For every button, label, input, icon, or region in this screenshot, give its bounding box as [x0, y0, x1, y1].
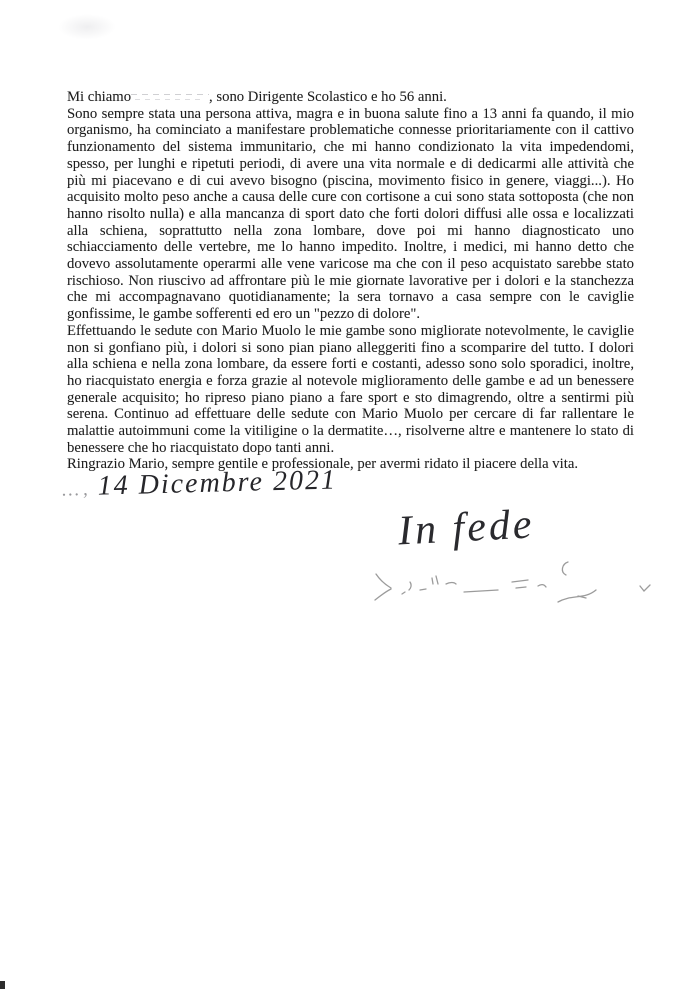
faint-signature-scribble — [372, 552, 657, 617]
paragraph-improvements: Effettuando le sedute con Mario Muolo le mie gambe sono migliorate notevolmente, le caviglie non si gonfiano più, i dolori si sono pian piano alleggeriti fino a scomparire del tutto. I dolori alla schiena e nella zona lombare, da essere forti e costanti, adesso sono solo sporadici, inoltre, ho riacquistato energia e forza grazie al notevole miglioramento delle gambe e ad un benessere generale acquisito; ho ripreso piano piano a fare sport e sto dimagrendo, oltre a sentirmi più serena. Continuo ad effettuare delle sedute con Mario Muolo per cercare di far rallentare le malattie autoimmuni come la vitiligine o la dermatite…, risolverne altre e mantenere lo stato di benessere che ho riacquistato dopo tanti anni. — [67, 322, 634, 456]
letter-body — [67, 89, 634, 473]
scan-smudge — [58, 14, 116, 40]
intro-suffix: , sono Dirigente Scolastico e ho 56 anni. — [209, 89, 447, 105]
handwritten-signature-closing: In fede — [396, 501, 536, 555]
paragraph-thanks: Ringrazio Mario, sempre gentile e professionale, per avermi ridato il piacere della vita. — [67, 456, 579, 473]
scan-artifact-corner — [0, 981, 5, 989]
intro-prefix: Mi chiamo — [67, 89, 132, 105]
intro-line — [67, 89, 634, 106]
handwritten-date-prefix: …, — [61, 478, 93, 501]
paragraph-health-history: Sono sempre stata una persona attiva, magra e in buona salute fino a 13 anni fa quando, il mio organismo, ha cominciato a manifestare problematiche connesse prioritariamente con il cattivo funzionamento del sistema immunitario, che mi hanno condizionato la vita impedendomi, spesso, per lunghi e ripetuti periodi, di avere una vita normale e di dedicarmi alle attività che più mi piacevano e di cui avevo bisogno (piscina, movimento fisico in genere, viaggi...). Ho acquisito molto peso anche a causa delle cure con cortisone a cui sono stata sottoposta (che non hanno risolto nulla) e alla mancanza di sport dato che forti dolori diffusi alle ossa e localizzati alla schiena, soprattutto nella zona lombare, dove poi mi hanno diagnosticato uno schiacciamento delle vertebre, me lo hanno impedito. Inoltre, i medici, mi hanno detto che dovevo assolutamente operarmi alle vene varicose ma che con il peso acquistato sarebbe stato rischioso. Non riuscivo ad affrontare più le mie giornate lavorative per i dolori e la stanchezza che mi accompagnavano quotidianamente; la sera tornavo a casa sempre con le caviglie gonfissime, le gambe sofferenti ed ero un "pezzo di dolore". — [67, 105, 634, 323]
redacted-name — [131, 91, 209, 101]
handwritten-date — [62, 464, 338, 503]
handwritten-date-text: 14 Dicembre 2021 — [97, 464, 338, 502]
